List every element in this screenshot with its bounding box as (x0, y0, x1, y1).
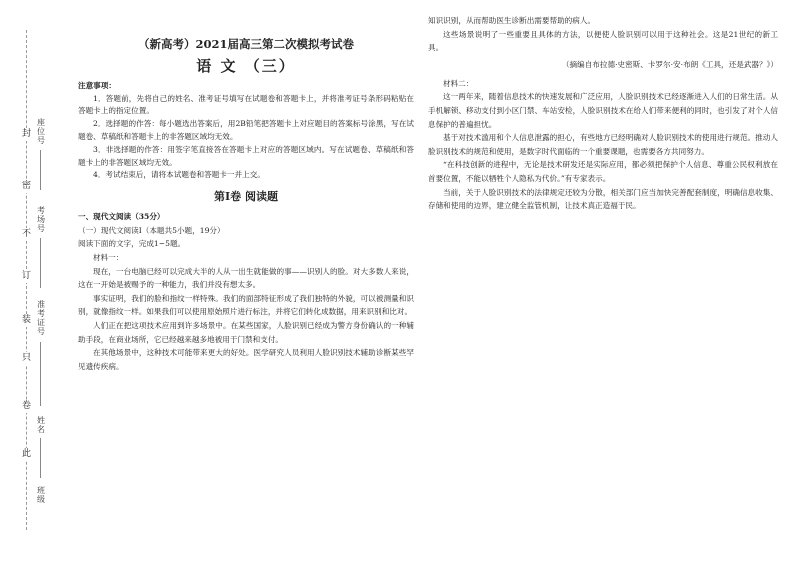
passage-paragraph: “在科技创新的进程中，无论是技术研发还是实际应用，都必须把保护个人信息、尊重公民权利放在首要位置，不能以牺牲个人隐私为代价。”有专家表示。 (428, 160, 778, 183)
field-ticket-number: 准考证号 (37, 300, 45, 336)
seal-char: 此 (21, 449, 31, 459)
exam-subtitle: 语 文 （三） (196, 57, 296, 75)
passage-paragraph: 现在，一台电脑已经可以完成大半的人从一出生就能做的事——识别人的脸。对大多数人来说，这在一开始是被赐予的一种能力，我们并没有想太多。 (78, 266, 414, 290)
field-line (40, 238, 41, 288)
section-heading: 一、现代文阅读（35分） (78, 212, 165, 222)
seal-char: 封 (21, 129, 31, 139)
field-line (40, 150, 41, 190)
material-label: 材料二： (443, 78, 474, 88)
passage-source: （摘编自布拉德·史密斯、卡罗尔·安·布朗《工具，还是武器？》） (561, 59, 778, 69)
field-class: 班级 (37, 486, 45, 504)
left-page (78, 22, 414, 373)
passage-paragraph: 当前，关于人脸识别技术的法律规定还较为分散，相关部门应当加快完善配套制度，明确信息收集、存储和使用的边界，建立健全监管机制，让技术真正造福于民。 (428, 187, 778, 211)
exam-title: （新高考）2021届高三第二次模拟考试卷 (137, 37, 354, 51)
field-name: 姓名 (37, 416, 45, 434)
field-exam-room: 考场号 (37, 206, 45, 233)
right-page (428, 14, 778, 213)
seal-char: 密 (21, 181, 31, 191)
field-line (40, 438, 41, 478)
seal-char: 装 (21, 315, 31, 325)
field-line (40, 342, 41, 406)
seal-char: 卷 (21, 401, 31, 411)
notice-item: 2．选择题的作答：每小题选出答案后，用2B铅笔把答题卡上对应题目的答案标号涂黑，写在试题卷、草稿纸和答题卡上的非答题区域均无效。 (78, 119, 414, 141)
passage-paragraph: 这些场景说明了一些重要且具体的方法，以便使人脸识别可以用于这种社会。这是21世纪的新工具。 (428, 29, 778, 53)
material-label: 材料一： (93, 252, 124, 262)
notice-item: 1．答题前，先将自己的姓名、准考证号填写在试题卷和答题卡上，并将准考证号条形码粘贴在答题卡上的指定位置。 (78, 93, 414, 116)
seal-char: 只 (21, 353, 31, 363)
reading-instruction: 阅读下面的文字，完成1~5题。 (78, 239, 186, 249)
passage-paragraph: 事实证明，我们的脸和指纹一样特殊。我们的面部特征形成了我们独特的外貌，可以被测量和识别，就像指纹一样。如果我们可以使用原始照片进行标注，并将它们转化成数据，用来识别和比对。 (78, 293, 414, 317)
notice-item: 4．考试结束后，请将本试题卷和答题卡一并上交。 (93, 170, 265, 180)
binding-margin (0, 0, 72, 562)
passage-continuation: 知识识别，从而帮助医生诊断出需要帮助的病人。 (428, 16, 596, 25)
seal-char: 不 (21, 229, 31, 239)
field-seat-number: 座位号 (37, 118, 45, 145)
part-title: 第Ⅰ卷 阅读题 (214, 190, 278, 204)
notice-heading: 注意事项： (78, 81, 116, 90)
passage-paragraph: 人们正在把这项技术应用到许多场景中。在某些国家，人脸识别已经成为警方身份确认的一种辅助手段，在商业场所，它已经越来越多地被用于门禁和支付。 (78, 320, 414, 344)
passage-paragraph: 基于对技术滥用和个人信息泄露的担心，有些地方已经明确对人脸识别技术的使用进行规范。推动人脸识别技术的规范和使用，是数字时代面临的一个重要课题，也需要各方共同努力。 (428, 133, 778, 156)
passage-paragraph: 在其他场景中，这种技术可能带来更大的好处。医学研究人员利用人脸识别技术辅助诊断某些罕见遗传疾病。 (78, 348, 414, 371)
passage-paragraph: 这一两年来，随着信息技术的快速发展和广泛应用，人脸识别技术已经逐渐进入人们的日常生活。从手机解锁、移动支付到小区门禁、车站安检，人脸识别技术在给人们带来便利的同时，也引发了对个人信息保护的普遍担忧。 (428, 92, 778, 129)
subsection-heading: （一）现代文阅读Ⅰ（本题共5小题，19分） (78, 225, 225, 235)
notice-item: 3．非选择题的作答：用签字笔直接答在答题卡上对应的答题区域内。写在试题卷、草稿纸和答题卡上的非答题区域均无效。 (78, 144, 414, 167)
seal-char: 订 (21, 271, 31, 281)
